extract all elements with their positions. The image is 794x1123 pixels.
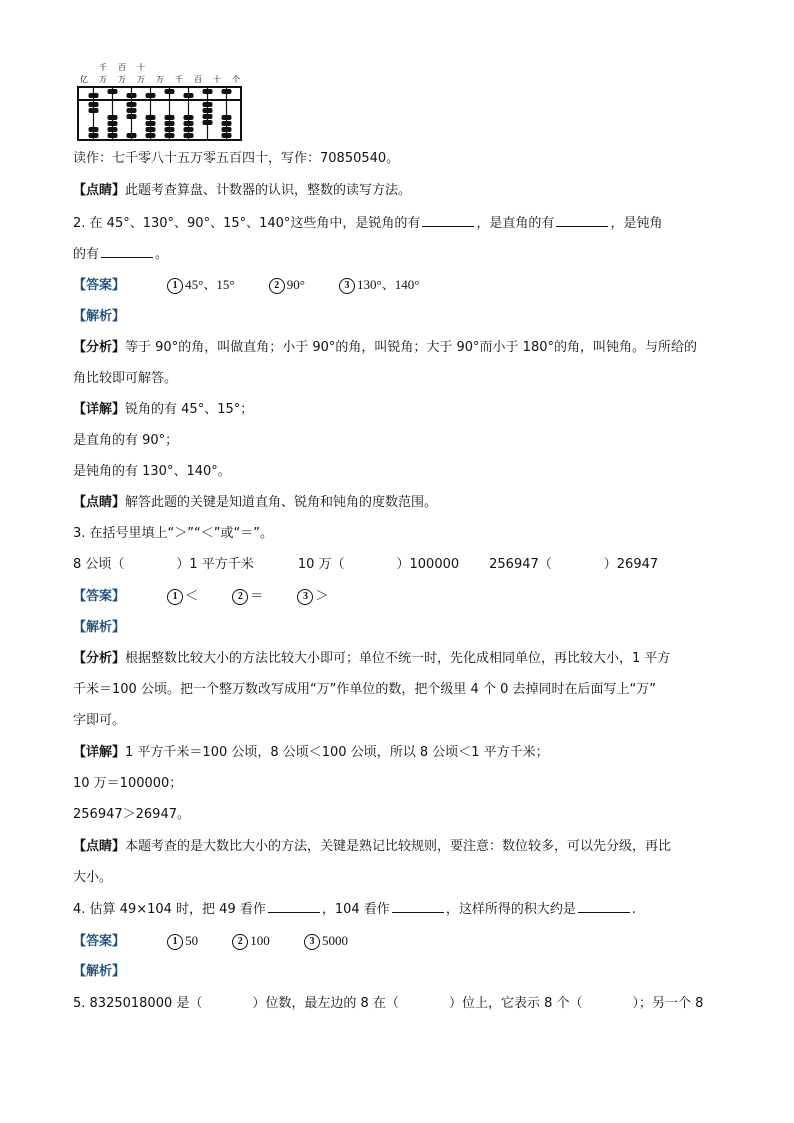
answer-blank[interactable] [101,245,153,258]
dianjing-text: 本题考查的是大数比大小的方法，关键是熟记比较规则，要注意：数位较多，可以先分级，再比 [125,839,672,854]
q3-item-part: ）1 平方千米 [176,557,254,572]
fenxi-tag: 【分析】 [73,651,126,666]
answer-value: ＜ [185,588,199,603]
abacus-lower-bead [165,115,175,120]
abacus-rod-label: 万 [156,75,164,84]
q4-stem-part: 4. 估算 49×104 时，把 49 看作 [73,902,266,917]
abacus-lower-bead [146,127,156,132]
q3-xiangjie-line1 [73,744,549,762]
answer-tag: 【答案】 [73,934,126,949]
jiexi-tag: 【解析】 [73,309,126,324]
q5-stem-part: ）位上，它表示 8 个（ [448,996,583,1011]
circled-number: 1 [167,589,183,605]
abacus-top-label: 千 [99,63,107,72]
abacus-rod-label: 十 [213,75,221,84]
q3-dianjing-line2: 大小。 [73,870,113,885]
abacus-rod-label: 万 [118,75,126,84]
abacus-figure [73,60,248,144]
abacus-lower-bead [108,121,118,126]
abacus-lower-bead [203,108,213,113]
q3-item-part: ）100000 [396,557,460,572]
abacus-top-label: 百 [118,63,126,72]
q3-fenxi-line3: 字即可。 [73,713,126,728]
abacus-lower-bead [127,102,137,107]
answer-tag: 【答案】 [73,278,126,293]
answer-value: 130°、140° [357,277,420,292]
answer-value: ＝ [250,588,264,603]
abacus-lower-bead [146,133,156,138]
abacus-lower-bead [203,102,213,107]
abacus-rod-label: 个 [232,75,240,84]
jiexi-tag: 【解析】 [73,620,126,635]
answer-value: 45°、15° [185,277,235,292]
q5-stem [73,995,703,1013]
abacus-upper-bead [89,93,99,98]
abacus-lower-bead [108,127,118,132]
q1-dianjing [73,182,411,200]
answer-item [232,932,270,950]
abacus-rod-label: 万 [99,75,107,84]
jiexi-tag: 【解析】 [73,964,126,979]
answer-item [339,276,419,294]
q4-stem-part: . [631,902,636,917]
abacus-lower-bead [89,108,99,113]
circled-number: 2 [269,278,285,294]
q2-stem-part: ，是钝角 [610,216,663,231]
q3-item-part: 8 公顷（ [73,557,125,572]
abacus-lower-bead [222,121,232,126]
abacus-lower-bead [146,115,156,120]
abacus-lower-bead [222,133,232,138]
q2-stem-part: 。 [155,247,169,262]
q3-xiangjie-line3: 256947＞26947。 [73,807,190,822]
abacus-lower-bead [127,114,137,119]
answer-blank[interactable] [268,900,320,913]
answer-tag: 【答案】 [73,589,126,604]
q5-stem-part: 5. 8325018000 是（ [73,996,203,1011]
q2-stem-line2 [73,245,168,264]
answer-value: 90° [286,277,305,292]
abacus-rod-label: 亿 [80,75,88,84]
abacus-upper-bead [127,93,137,98]
q2-xiangjie-line3: 是钝角的有 130°、140°。 [73,464,231,479]
fenxi-text: 根据整数比较大小的方法比较大小即可；单位不统一时，先化成相同单位，再比较大小，1 平方 [125,651,671,666]
q2-stem-line1 [73,214,662,233]
answer-value: 5000 [321,933,348,948]
dianjing-text: 解答此题的关键是知道直角、锐角和钝角的度数范围。 [125,495,438,510]
q3-dianjing-line1 [73,838,671,856]
q3-item-part: ）26947 [603,557,659,572]
abacus-top-label: 十 [137,63,145,72]
q2-fenxi-line1 [73,339,697,357]
q2-stem-part: 的有 [73,247,100,262]
circled-number: 1 [167,934,183,950]
circled-number: 3 [297,589,313,605]
abacus-lower-bead [89,127,99,132]
dianjing-tag: 【点睛】 [73,839,126,854]
answer-item [304,932,348,950]
circled-number: 2 [232,589,248,605]
q3-fenxi-line1 [73,650,670,668]
abacus-upper-bead [184,93,194,98]
q3-item-part: 10 万（ [297,557,345,572]
abacus-upper-bead [146,93,156,98]
xiangjie-text: 锐角的有 45°、15°； [125,402,254,417]
circled-number: 3 [304,934,320,950]
q1-reading: 读作：七千零八十五万零五百四十，写作：70850540。 [73,151,400,166]
abacus-lower-bead [165,133,175,138]
q2-dianjing [73,494,437,512]
abacus-upper-bead [165,89,175,94]
abacus-lower-bead [127,133,137,138]
q4-stem [73,900,636,919]
dianjing-tag: 【点睛】 [73,183,126,198]
q4-stem-part: ，104 看作 [321,902,390,917]
answer-item [167,587,198,605]
abacus-lower-bead [203,114,213,119]
abacus-upper-bead [108,89,118,94]
answer-item [167,276,234,294]
answer-item [297,587,328,605]
q2-xiangjie-line1 [73,401,253,419]
abacus-upper-bead [203,89,213,94]
q3-stem: 3. 在括号里填上“＞”“＜”或“＝”。 [73,526,273,541]
abacus-lower-bead [222,115,232,120]
abacus-lower-bead [165,127,175,132]
q4-answer-row [73,932,378,951]
answer-value: ＞ [315,588,329,603]
q3-fenxi-line2: 千米＝100 公顷。把一个整万数改写成用“万”作单位的数，把个级里 4 个 0 去掉同时在后面写上“万” [73,682,656,697]
abacus-lower-bead [184,121,194,126]
answer-blank[interactable] [578,900,630,913]
abacus-upper-bead [222,89,232,94]
q2-stem-part: ，是直角的有 [476,216,555,231]
answer-blank[interactable] [556,214,608,227]
q2-fenxi-line2: 角比较即可解答。 [73,371,178,386]
q5-stem-part: ）位数，最左边的 8 在（ [252,996,399,1011]
answer-item [232,587,263,605]
q3-answer-row [73,587,358,606]
q2-stem-part: 2. 在 45°、130°、90°、15°、140°这些角中，是锐角的有 [73,216,421,231]
answer-item [269,276,305,294]
q5-stem-part: ）；另一个 8 [632,996,704,1011]
q2-xiangjie-line2: 是直角的有 90°； [73,433,179,448]
xiangjie-text: 1 平方千米＝100 公顷，8 公顷＜100 公顷，所以 8 公顷＜1 平方千米； [125,745,549,760]
abacus-lower-bead [165,121,175,126]
circled-number: 1 [167,278,183,294]
xiangjie-tag: 【详解】 [73,745,126,760]
answer-value: 50 [185,933,199,948]
fenxi-text: 等于 90°的角，叫做直角；小于 90°的角，叫锐角；大于 90°而小于 180°的角，叫钝角。与所给的 [125,340,697,355]
q2-answer-row [73,276,449,295]
dianjing-tag: 【点睛】 [73,495,126,510]
abacus-lower-bead [127,108,137,113]
abacus-lower-bead [184,133,194,138]
answer-item [167,932,198,950]
abacus-rod-label: 万 [137,75,145,84]
answer-value: 100 [250,933,270,948]
abacus-lower-bead [203,120,213,125]
xiangjie-tag: 【详解】 [73,402,126,417]
q3-xiangjie-line2: 10 万＝100000； [73,776,183,791]
abacus-lower-bead [184,115,194,120]
abacus-lower-bead [222,127,232,132]
q4-stem-part: ，这样所得的积大约是 [445,902,576,917]
abacus-lower-bead [108,133,118,138]
circled-number: 2 [232,934,248,950]
answer-blank[interactable] [422,214,474,227]
abacus-lower-bead [89,133,99,138]
abacus-rod-label: 百 [194,75,202,84]
circled-number: 3 [339,278,355,294]
abacus-lower-bead [146,121,156,126]
fenxi-tag: 【分析】 [73,340,126,355]
answer-blank[interactable] [392,900,444,913]
abacus-lower-bead [108,115,118,120]
q3-item-part: 256947（ [489,557,552,572]
abacus-rod-label: 千 [175,75,183,84]
abacus-lower-bead [184,127,194,132]
dianjing-text: 此题考查算盘、计数器的认识，整数的读写方法。 [125,183,412,198]
abacus-lower-bead [89,102,99,107]
q3-items [73,556,658,574]
